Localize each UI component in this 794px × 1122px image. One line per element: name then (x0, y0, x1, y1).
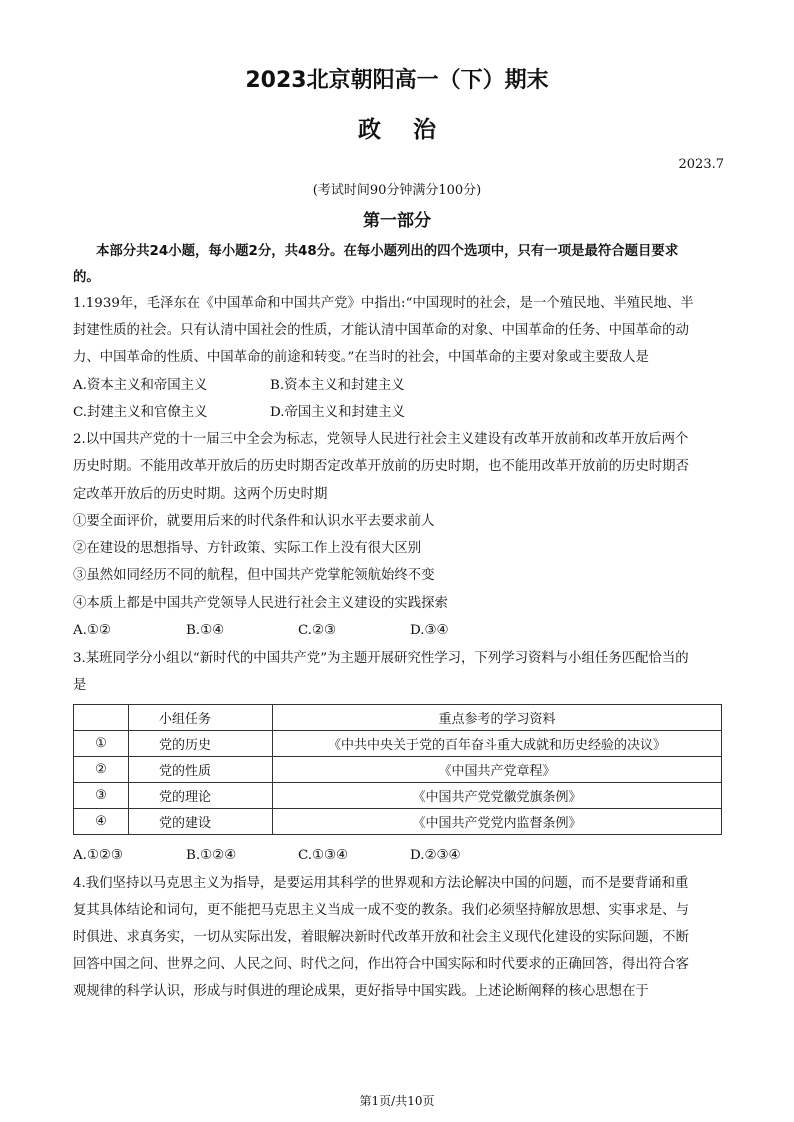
study-material-table (73, 704, 722, 835)
q2-option-c[interactable]: C.②③ (298, 623, 337, 638)
table-cell: 《中国共产党党内监督条例》 (273, 809, 722, 835)
table-header-cell: 小组任务 (129, 705, 273, 731)
q2-line: 历史时期。不能用改革开放后的历史时期否定改革开放前的历史时期，也不能用改革开放前的历史时期否 (73, 459, 689, 474)
q2-option-b[interactable]: B.①④ (186, 623, 225, 638)
q4-line: 复其具体结论和词句，更不能把马克思主义当成一成不变的教条。我们必须坚持解放思想、实事求是、与 (73, 903, 689, 918)
q1-line: 1.1939年，毛泽东在《中国革命和中国共产党》中指出:“中国现时的社会，是一个殖民地、半殖民地、半 (73, 296, 694, 311)
table-cell: ① (74, 731, 129, 757)
q1-option-a[interactable]: A.资本主义和帝国主义 (73, 378, 208, 393)
table-cell: 《中共中央关于党的百年奋斗重大成就和历史经验的决议》 (273, 731, 722, 757)
table-cell: 党的性质 (129, 757, 273, 783)
q2-statement: ②在建设的思想指导、方针政策、实际工作上没有很大区别 (73, 541, 422, 556)
q3-line: 3.某班同学分小组以“新时代的中国共产党”为主题开展研究性学习，下列学习资料与小组任务匹配恰当的 (73, 651, 689, 666)
instructions-line-1: 本部分共24小题，每小题2分，共48分。在每小题列出的四个选项中，只有一项是最符合题目要求 (96, 244, 679, 259)
q4-line: 回答中国之问、世界之问、人民之问、时代之问，作出符合中国实际和时代要求的正确回答，得出符合客 (73, 957, 689, 972)
table-header-cell: 重点参考的学习资料 (273, 705, 722, 731)
q1-line: 封建性质的社会。只有认清中国社会的性质，才能认清中国革命的对象、中国革命的任务、中国革命的动 (73, 323, 689, 338)
table-row (74, 731, 722, 757)
q2-option-d[interactable]: D.③④ (410, 623, 449, 638)
table-cell: ② (74, 757, 129, 783)
q4-line: 时俱进、求真务实，一切从实际出发，着眼解决新时代改革开放和社会主义现代化建设的实际问题，不断 (73, 930, 689, 945)
table-cell: ③ (74, 783, 129, 809)
table-cell: 《中国共产党党徽党旗条例》 (273, 783, 722, 809)
table-cell: 党的历史 (129, 731, 273, 757)
exam-date: 2023.7 (678, 157, 724, 172)
table-cell: 党的建设 (129, 809, 273, 835)
q2-statement: ④本质上都是中国共产党领导人民进行社会主义建设的实践探索 (73, 596, 448, 611)
table-cell: 《中国共产党章程》 (273, 757, 722, 783)
table-cell: ④ (74, 809, 129, 835)
q2-statement: ③虽然如同经历不同的航程，但中国共产党掌舵领航始终不变 (73, 568, 435, 583)
q2-option-a[interactable]: A.①② (73, 623, 111, 638)
exam-note: (考试时间90分钟满分100分) (312, 183, 482, 198)
q3-option-b[interactable]: B.①②④ (186, 848, 237, 863)
table-row (74, 783, 722, 809)
table-cell: 党的理论 (129, 783, 273, 809)
q1-option-d[interactable]: D.帝国主义和封建主义 (270, 405, 406, 420)
q3-option-d[interactable]: D.②③④ (410, 848, 461, 863)
part-title: 第一部分 (363, 211, 431, 231)
instructions-line-2: 的。 (73, 270, 100, 285)
table-row (74, 757, 722, 783)
q4-line: 4.我们坚持以马克思主义为指导，是要运用其科学的世界观和方法论解决中国的问题，而不是要背诵和重 (73, 876, 689, 891)
q3-option-c[interactable]: C.①③④ (298, 848, 349, 863)
q2-line: 2.以中国共产党的十一届三中全会为标志，党领导人民进行社会主义建设有改革开放前和改革开放后两个 (73, 432, 689, 447)
q1-option-b[interactable]: B.资本主义和封建主义 (270, 378, 405, 393)
table-header-cell (74, 705, 129, 731)
subject-title: 政治 (358, 117, 468, 143)
q3-option-a[interactable]: A.①②③ (73, 848, 123, 863)
page-number: 第1页/共10页 (359, 1094, 435, 1108)
table-header-row (74, 705, 722, 731)
q2-line: 定改革开放后的历史时期。这两个历史时期 (73, 487, 328, 502)
q1-option-c[interactable]: C.封建主义和官僚主义 (73, 405, 208, 420)
page-title: 2023北京朝阳高一（下）期末 (245, 68, 549, 93)
q3-line: 是 (73, 678, 87, 693)
q4-line: 观规律的科学认识，形成与时俱进的理论成果，更好指导中国实践。上述论断阐释的核心思想在于 (73, 984, 649, 999)
table-row (74, 809, 722, 835)
q2-statement: ①要全面评价，就要用后来的时代条件和认识水平去要求前人 (73, 514, 435, 529)
q1-line: 力、中国革命的性质、中国革命的前途和转变。”在当时的社会，中国革命的主要对象或主要敌人是 (73, 350, 649, 365)
